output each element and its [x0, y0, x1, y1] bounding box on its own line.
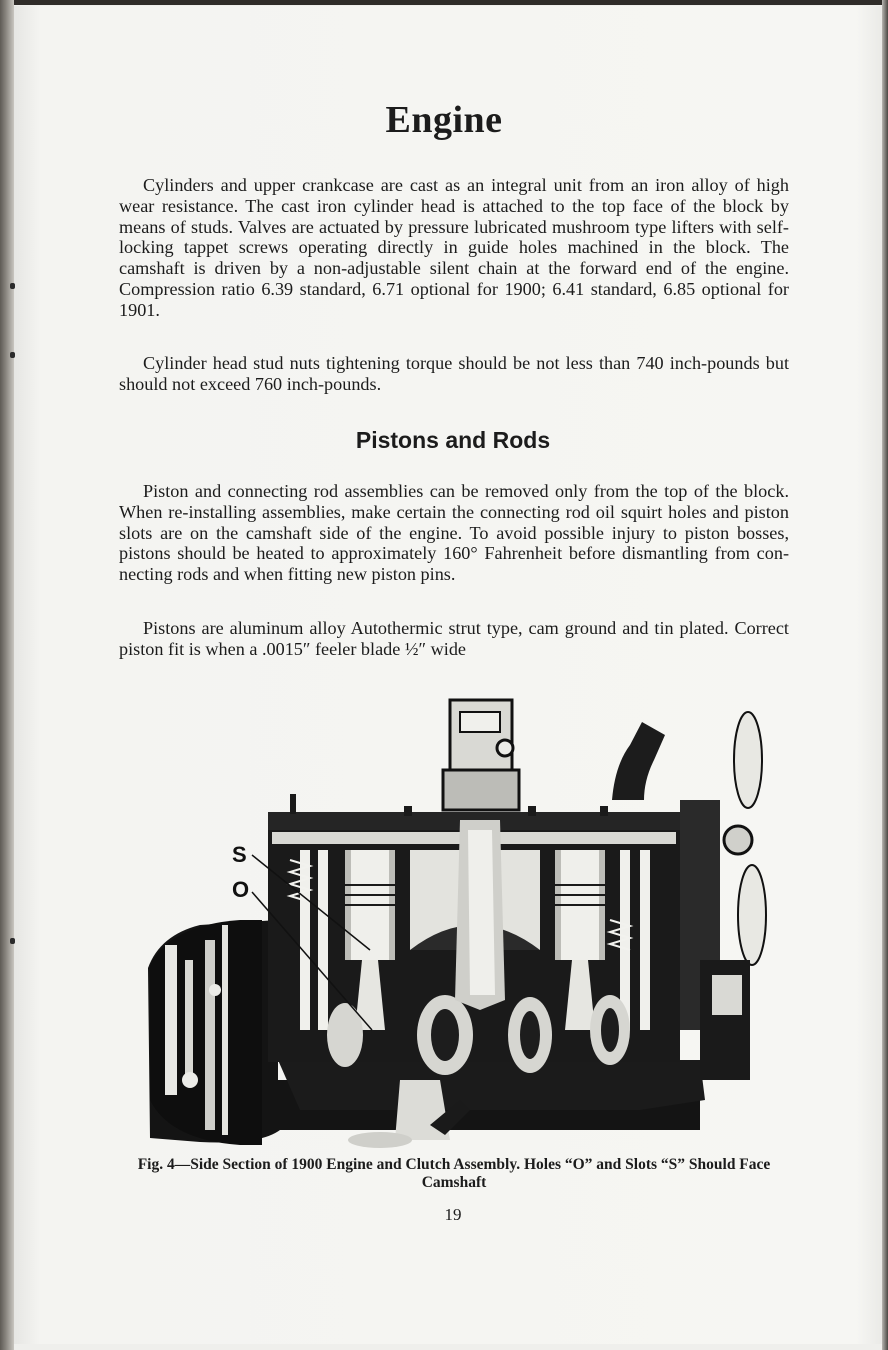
paragraph-torque: Cylinder head stud nuts tightening torque should be not less than 740 inch-pounds but should not exceed 760 inch-pounds.: [119, 353, 789, 394]
paragraph-pistons: Pistons are aluminum alloy Autothermic strut type, cam ground and tin plated. Correct piston fit is when a .0015″ feeler blade ½″ wide: [119, 618, 789, 659]
page-number: 19: [444, 1205, 462, 1224]
section-heading: Pistons and Rods: [355, 427, 551, 453]
figure-caption: Fig. 4—Side Section of 1900 Engine and Clutch Assembly. Holes “O” and Slots “S” Should Face Camshaft: [137, 1156, 771, 1191]
paragraph-removal: Piston and connecting rod assemblies can be removed only from the top of the block. When re-installing assemblies, make certain the connecting rod oil squirt holes and piston slots are on the camshaft side of the engine. To avoid possible injury to piston bosses, pistons should be heated to approximately 160° Fahrenheit before dismantling from connecting rods and when fitting new piston pins.: [119, 481, 789, 585]
paragraph-cylinders: Cylinders and upper crankcase are cast as an integral unit from an iron alloy of high wear resistance. The cast iron cylinder head is attached to the top face of the block by means of studs. Valves are actuated by pressure lubricated mushroom type lifters with self-locking tappet screws operating directly in guide holes machined in the block. The camshaft is driven by a non-adjustable silent chain at the forward end of the engine. Compression ratio 6.39 standard, 6.71 optional for 1900; 6.41 standard, 6.85 optional for 1901.: [119, 175, 789, 320]
page-title: Engine: [385, 99, 503, 141]
label-o: O: [232, 877, 250, 902]
label-s: S: [232, 842, 247, 867]
